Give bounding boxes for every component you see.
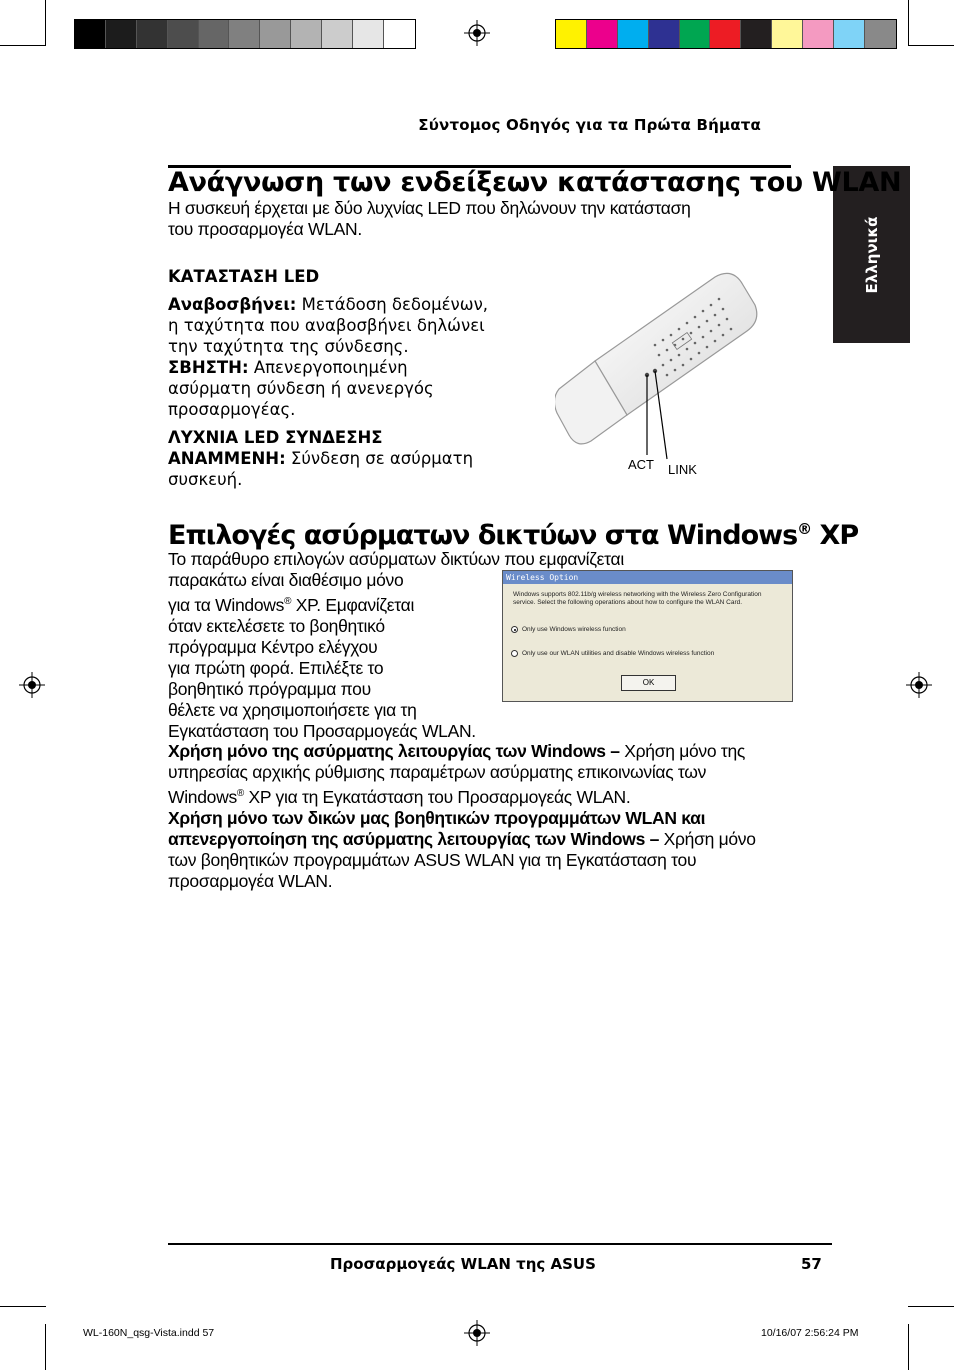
option-label: Only use Windows wireless function: [522, 626, 626, 633]
dialog-title-bar: Wireless Option: [503, 571, 792, 584]
option-label: Only use our WLAN utilities and disable Windows wireless function: [522, 650, 715, 657]
text-line: υπηρεσίας αρχικής ρύθμισης παραμέτρων ασύρματης επικοινωνίας των: [168, 762, 707, 782]
color-swatch: [322, 20, 353, 48]
color-swatch: [618, 20, 649, 48]
color-swatch: [353, 20, 384, 48]
text-line: την ταχύτητα της σύνδεσης.: [168, 337, 409, 356]
registered-mark: ®: [284, 596, 292, 607]
color-swatch: [803, 20, 834, 48]
registration-mark-icon: [464, 1320, 490, 1346]
crop-mark: [45, 1324, 46, 1370]
dialog-description: [513, 591, 783, 607]
on-label: ΑΝΑΜΜΕΝΗ:: [168, 449, 286, 468]
text-span: XP. Εμφανίζεται: [291, 594, 415, 615]
text-line: του προσαρμογέα WLAN.: [168, 219, 362, 239]
registration-mark-icon: [19, 672, 45, 698]
grayscale-color-bar: [74, 19, 416, 49]
color-swatch: [556, 20, 587, 48]
process-color-bar: [555, 19, 897, 49]
wireless-option-dialog: [502, 570, 793, 702]
color-swatch: [741, 20, 772, 48]
text-span: Χρήση μόνο της: [619, 741, 746, 761]
color-swatch: [834, 20, 865, 48]
title-suffix: XP: [811, 520, 859, 551]
color-swatch: [229, 20, 260, 48]
option-windows-wireless[interactable]: [511, 626, 786, 633]
text-line: Το παράθυρο επιλογών ασύρματων δικτύων που εμφανίζεται: [168, 549, 624, 569]
text-line: συσκευή.: [168, 470, 243, 489]
registered-mark: ®: [236, 788, 244, 799]
text-line: service. Select the following operations about how to configure the WLAN Card.: [513, 599, 743, 606]
text-line: βοηθητικό πρόγραμμα που: [168, 678, 371, 699]
text-span: Απενεργοποιημένη: [248, 358, 408, 377]
color-swatch: [137, 20, 168, 48]
text-line: ασύρματη σύνδεση ή ανενεργός: [168, 379, 434, 398]
radio-unselected-icon: [511, 650, 518, 657]
text-line: Εγκατάσταση του Προσαρμογεάς WLAN.: [168, 720, 476, 741]
text-span: Χρήση μόνο: [659, 828, 756, 849]
crop-mark: [908, 1306, 954, 1307]
text-span: για τα Windows: [168, 594, 285, 615]
blink-label: Αναβοσβήνει:: [168, 295, 297, 314]
registered-mark: ®: [797, 520, 812, 538]
color-swatch: [649, 20, 680, 48]
color-swatch: [199, 20, 230, 48]
print-slug-date: 10/16/07 2:56:24 PM: [761, 1327, 859, 1339]
color-swatch: [680, 20, 711, 48]
crop-mark: [908, 1324, 909, 1370]
led-status-description: [168, 294, 488, 420]
crop-mark: [0, 45, 46, 46]
link-led-label: LINK: [668, 462, 697, 477]
color-swatch: [587, 20, 618, 48]
link-led-description: [168, 427, 473, 490]
color-swatch: [168, 20, 199, 48]
text-line: θέλετε να χρησιμοποιήσετε για τη: [168, 699, 417, 720]
color-swatch: [865, 20, 896, 48]
windows-options-description: [168, 741, 756, 892]
running-header: Σύντομος Οδηγός για τα Πρώτα Βήματα: [418, 116, 761, 134]
color-swatch: [384, 20, 415, 48]
print-slug-file: WL-160N_qsg-Vista.indd 57: [83, 1327, 215, 1339]
text-line: Windows supports 802.11b/g wireless networking with the Wireless Zero Configuration: [513, 591, 762, 598]
option-heading: απενεργοποίηση της ασύρματης λειτουργίας των Windows –: [168, 828, 660, 849]
crop-mark: [908, 0, 909, 46]
registration-mark-icon: [906, 672, 932, 698]
title-text: Επιλογές ασύρματων δικτύων στα Windows: [168, 520, 798, 551]
text-line: πρόγραμμα Κέντρο ελέγχου: [168, 636, 378, 657]
page-number: 57: [801, 1255, 822, 1273]
text-span: Σύνδεση σε ασύρματη: [285, 449, 474, 468]
registration-mark-icon: [464, 20, 490, 46]
text-span: Μετάδοση δεδομένων,: [296, 295, 489, 314]
text-span: Windows: [168, 786, 237, 807]
crop-mark: [0, 1306, 46, 1307]
color-swatch: [710, 20, 741, 48]
footer-rule: [168, 1243, 832, 1245]
option-heading: Χρήση μόνο της ασύρματης λειτουργίας των Windows –: [168, 741, 620, 761]
option-heading: Χρήση μόνο των δικών μας βοηθητικών προγραμμάτων WLAN και: [168, 807, 706, 828]
led-status-heading: ΚΑΤΑΣΤΑΣΗ LED: [168, 267, 320, 286]
crop-mark: [908, 45, 954, 46]
text-span: XP για τη Εγκατάσταση του Προσαρμογεάς WLAN.: [243, 786, 631, 807]
section-title-windows: [168, 520, 858, 551]
language-tab-label: Ελληνικά: [862, 216, 881, 293]
color-swatch: [772, 20, 803, 48]
text-line: για πρώτη φορά. Επιλέξτε το: [168, 657, 384, 678]
text-line: προσαρμογέας.: [168, 400, 296, 419]
usb-adapter-illustration: [555, 265, 760, 465]
radio-selected-icon: [511, 626, 518, 633]
option-asus-utilities[interactable]: [511, 650, 786, 657]
color-swatch: [106, 20, 137, 48]
text-line: όταν εκτελέσετε το βοηθητικό: [168, 615, 385, 636]
text-line: παρακάτω είναι διαθέσιμο μόνο: [168, 570, 404, 590]
act-led-label: ACT: [628, 457, 654, 472]
off-label: ΣΒΗΣΤΗ:: [168, 358, 249, 377]
section-title-led: Ανάγνωση των ενδείξεων κατάστασης του WLAN: [168, 167, 902, 198]
color-swatch: [260, 20, 291, 48]
text-line: Η συσκευή έρχεται με δύο λυχνίας LED που δηλώνουν την κατάσταση: [168, 198, 691, 218]
color-swatch: [291, 20, 322, 48]
link-led-heading: ΛΥΧΝΙΑ LED ΣΥΝΔΕΣΗΣ: [168, 428, 383, 447]
text-line: η ταχύτητα που αναβοσβήνει δηλώνει: [168, 316, 485, 335]
footer-title: Προσαρμογεάς WLAN της ASUS: [330, 1255, 596, 1273]
text-line: προσαρμογέα WLAN.: [168, 870, 333, 891]
color-swatch: [75, 20, 106, 48]
ok-button[interactable]: OK: [621, 675, 676, 691]
led-intro: [168, 198, 691, 240]
crop-mark: [45, 0, 46, 46]
text-line: των βοηθητικών προγραμμάτων ASUS WLAN για τη Εγκατάσταση του: [168, 849, 697, 870]
